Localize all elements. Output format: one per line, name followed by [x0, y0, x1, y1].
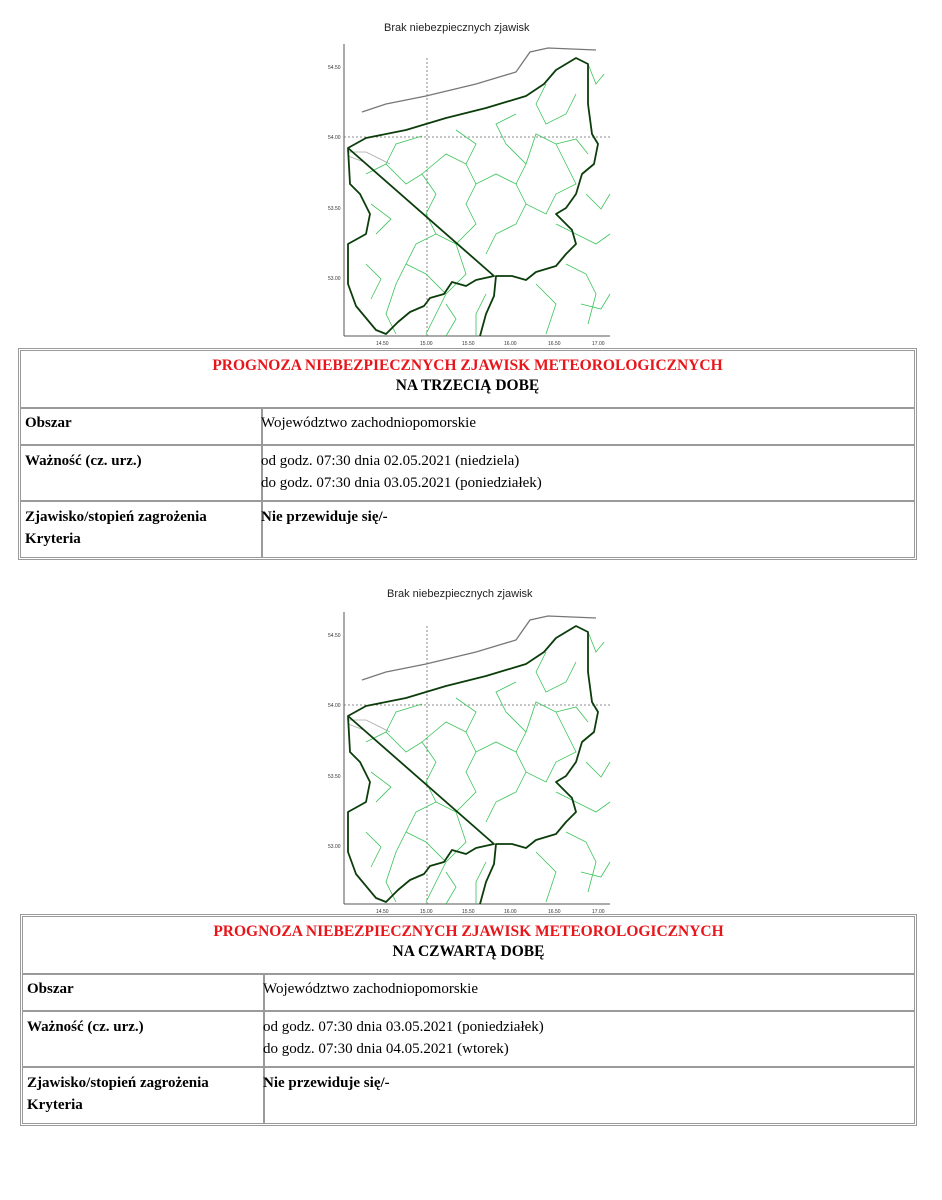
x-tick-label: 17.00	[592, 909, 605, 915]
validity-from: od godz. 07:30 dnia 03.05.2021 (poniedziałek)	[263, 1019, 544, 1035]
forecast-table-header	[23, 917, 914, 975]
forecast-map-svg	[326, 612, 616, 916]
forecast-title: PROGNOZA NIEBEZPIECZNYCH ZJAWISK METEOROLOGICZNYCH	[213, 923, 724, 940]
x-tick-label: 16.00	[504, 909, 517, 915]
phenomenon-label-line1: Zjawisko/stopień zagrożenia	[25, 509, 207, 525]
forecast-title: PROGNOZA NIEBEZPIECZNYCH ZJAWISK METEOROLOGICZNYCH	[212, 357, 723, 374]
row-phenomenon	[23, 1068, 914, 1124]
phenomenon-label	[21, 502, 263, 558]
x-tick-label: 15.00	[420, 909, 433, 915]
y-tick-label: 53.00	[328, 276, 341, 282]
row-area	[23, 974, 914, 1012]
phenomenon-value: Nie przewiduje się/-	[263, 1075, 390, 1091]
phenomenon-label-line2: Kryteria	[27, 1097, 83, 1113]
validity-from: od godz. 07:30 dnia 02.05.2021 (niedziela)	[261, 453, 520, 469]
y-tick-label: 54.00	[328, 703, 341, 709]
forecast-subtitle: NA TRZECIĄ DOBĘ	[395, 377, 540, 394]
y-tick-label: 53.50	[328, 206, 341, 212]
validity-to: do godz. 07:30 dnia 03.05.2021 (poniedziałek)	[261, 475, 542, 491]
x-tick-label: 14.50	[376, 909, 389, 915]
y-tick-label: 53.00	[328, 844, 341, 850]
forecast-map	[326, 612, 616, 916]
forecast-map	[326, 44, 616, 348]
forecast-subtitle: NA CZWARTĄ DOBĘ	[392, 943, 545, 960]
row-validity	[23, 1012, 914, 1068]
x-tick-label: 16.00	[504, 341, 517, 347]
map-caption: Brak niebezpiecznych zjawisk	[384, 22, 530, 34]
x-tick-label: 15.00	[420, 341, 433, 347]
area-value: Województwo zachodniopomorskie	[261, 415, 476, 431]
row-phenomenon	[21, 502, 914, 558]
phenomenon-label	[23, 1068, 265, 1124]
forecast-table	[18, 348, 917, 560]
x-tick-label: 15.50	[462, 909, 475, 915]
area-label: Obszar	[23, 974, 265, 1010]
x-tick-label: 15.50	[462, 341, 475, 347]
phenomenon-label-line2: Kryteria	[25, 531, 81, 547]
area-value: Województwo zachodniopomorskie	[263, 981, 478, 997]
validity-label: Ważność (cz. urz.)	[23, 1012, 265, 1066]
forecast-table	[20, 914, 917, 1126]
y-tick-label: 53.50	[328, 774, 341, 780]
map-caption: Brak niebezpiecznych zjawisk	[387, 588, 533, 600]
x-tick-label: 16.50	[548, 341, 561, 347]
row-area	[21, 408, 914, 446]
y-tick-label: 54.50	[328, 633, 341, 639]
validity-value	[257, 446, 914, 500]
area-label: Obszar	[21, 408, 263, 444]
x-tick-label: 17.00	[592, 341, 605, 347]
validity-label: Ważność (cz. urz.)	[21, 446, 263, 500]
phenomenon-value: Nie przewiduje się/-	[261, 509, 388, 525]
x-tick-label: 16.50	[548, 909, 561, 915]
validity-value	[259, 1012, 914, 1066]
x-tick-label: 14.50	[376, 341, 389, 347]
y-tick-label: 54.00	[328, 135, 341, 141]
y-tick-label: 54.50	[328, 65, 341, 71]
forecast-table-header	[21, 351, 914, 409]
phenomenon-label-line1: Zjawisko/stopień zagrożenia	[27, 1075, 209, 1091]
forecast-map-svg	[326, 44, 616, 348]
row-validity	[21, 446, 914, 502]
validity-to: do godz. 07:30 dnia 04.05.2021 (wtorek)	[263, 1041, 509, 1057]
